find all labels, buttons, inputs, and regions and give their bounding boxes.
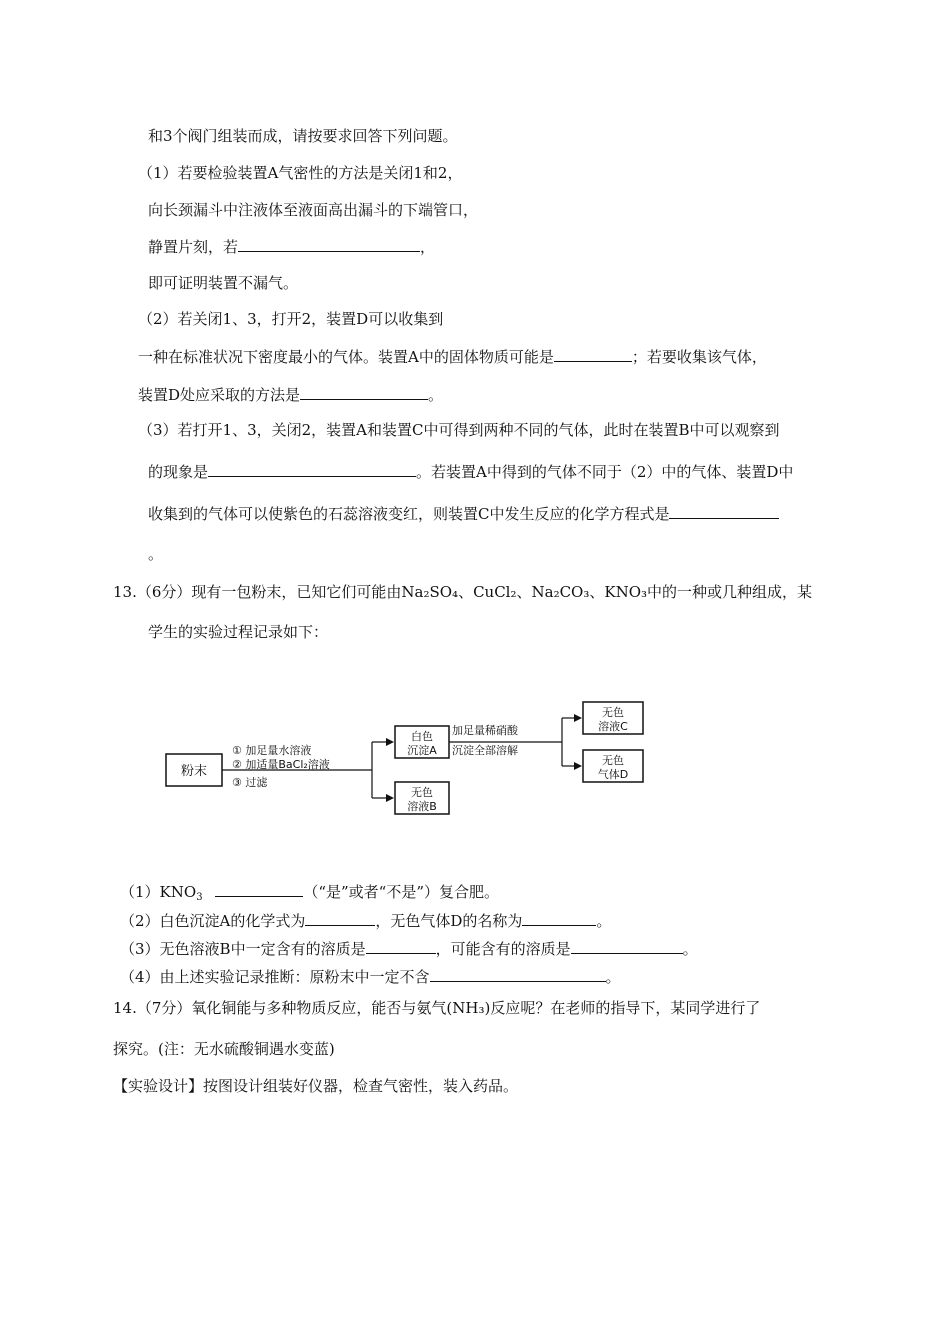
answer-blank[interactable] [430, 966, 606, 982]
precipitate-a-line2: 沉淀A [407, 744, 437, 757]
q12-part2-suffix: ；若要收集该气体， [631, 348, 767, 366]
step2-label: ② 加适量BaCl₂溶液 [232, 758, 330, 771]
answer-blank[interactable] [215, 881, 303, 897]
step3-label: ③ 过滤 [232, 776, 268, 789]
gas-d-line2: 气体D [597, 768, 629, 781]
answer-blank[interactable] [305, 910, 375, 926]
solution-c-line1: 无色 [602, 706, 624, 719]
q12-part3-prefix: 的现象是 [148, 463, 209, 481]
answer-blank[interactable] [554, 346, 632, 362]
q13-sub3-prefix: （3）无色溶液B中一定含有的溶质是 [120, 940, 366, 958]
q14-design: 【实验设计】按图设计组装好仪器，检查气密性，装入药品。 [113, 1077, 519, 1095]
q12-part3-end: 。 [148, 545, 164, 563]
q12-part2-suffix2: 。 [428, 386, 444, 404]
q12-part2-line1: （2）若关闭1、3，打开2，装置D可以收集到 [138, 310, 444, 328]
acid-step-line2: 沉淀全部溶解 [452, 744, 518, 757]
answer-blank[interactable] [669, 503, 779, 519]
q14-heading [113, 998, 760, 1018]
answer-blank[interactable] [366, 938, 436, 954]
q12-part2-prefix2: 装置D处应采取的方法是 [138, 386, 301, 404]
answer-blank[interactable] [208, 461, 416, 477]
q13-sub2-mid: ，无色气体D的名称为 [375, 912, 523, 930]
q12-part3-line1: （3）若打开1、3，关闭2，装置A和装置C中可得到两种不同的气体，此时在装置B中可以观察到 [138, 421, 780, 439]
q14-heading-line2: 探究。(注：无水硫酸铜遇水变蓝) [113, 1040, 335, 1058]
solution-c-line2: 溶液C [598, 720, 628, 733]
q13-sub1 [120, 881, 499, 908]
q13-number: 13. [113, 583, 137, 601]
q12-part1-line1: （1）若要检验装置A气密性的方法是关闭1和2， [138, 164, 463, 182]
q13-sub1-subscript: 3 [196, 892, 203, 903]
q12-part2-line2 [138, 346, 767, 367]
q12-part3-text: 收集到的气体可以使紫色的石蕊溶液变红，则装置C中发生反应的化学方程式是 [148, 505, 670, 523]
solution-b-line1: 无色 [411, 786, 433, 799]
q13-sub2-prefix: （2）白色沉淀A的化学式为 [120, 912, 306, 930]
step1-label: ① 加足量水溶液 [232, 744, 312, 757]
arrow-head-icon [574, 714, 582, 722]
q13-sub2 [120, 910, 611, 931]
q13-sub2-suffix: 。 [596, 912, 612, 930]
q14-text: （7分）氧化铜能与多种物质反应，能否与氨气(NH₃)反应呢？在老师的指导下，某同学进行了 [136, 999, 761, 1017]
q13-sub1-suffix: （“是”或者“不是”）复合肥。 [303, 883, 500, 901]
gas-d-line1: 无色 [602, 754, 624, 767]
answer-blank[interactable] [300, 384, 428, 400]
powder-label: 粉末 [180, 764, 208, 779]
arrow-head-icon [574, 762, 582, 770]
acid-step-line1: 加足量稀硝酸 [452, 724, 518, 737]
solution-b-line2: 溶液B [407, 800, 437, 813]
q12-part1-prefix: 静置片刻，若 [148, 238, 239, 256]
q13-sub3-suffix: 。 [682, 940, 698, 958]
answer-blank[interactable] [571, 938, 683, 954]
q12-part3-line3 [148, 503, 779, 524]
q12-part1-line4: 即可证明装置不漏气。 [148, 274, 299, 292]
q13-sub4-suffix: 。 [605, 968, 621, 986]
answer-blank[interactable] [238, 236, 420, 252]
experiment-flowchart [160, 690, 660, 820]
q13-sub3 [120, 938, 698, 959]
q12-intro-tail: 和3个阀门组装而成，请按要求回答下列问题。 [148, 127, 458, 145]
q13-sub4-prefix: （4）由上述实验记录推断：原粉末中一定不含 [120, 968, 430, 986]
precipitate-a-line1: 白色 [411, 730, 433, 743]
q13-text: （6分）现有一包粉末，已知它们可能由Na₂SO₄、CuCl₂、Na₂CO₃、KNO₃中的一种或几种组成，某 [136, 583, 813, 601]
arrow-head-icon [386, 794, 394, 802]
q13-sub4 [120, 966, 621, 987]
q13-sub3-mid: ，可能含有的溶质是 [435, 940, 571, 958]
q14-number: 14. [113, 999, 137, 1017]
q13-sub1-prefix: （1）KNO [120, 883, 197, 901]
q13-heading-line2: 学生的实验过程记录如下： [148, 623, 329, 641]
q13-heading [113, 582, 812, 602]
answer-blank[interactable] [522, 910, 596, 926]
q12-part2-line3 [138, 384, 443, 405]
q12-part2-prefix: 一种在标准状况下密度最小的气体。装置A中的固体物质可能是 [138, 348, 554, 366]
q12-part1-line3 [148, 236, 435, 257]
q12-part1-line2: 向长颈漏斗中注液体至液面高出漏斗的下端管口， [148, 201, 479, 219]
q12-part3-line2 [148, 461, 793, 482]
q12-part3-suffix: 。若装置A中得到的气体不同于（2）中的气体、装置D中 [416, 463, 794, 481]
q12-part1-suffix: ， [420, 238, 436, 256]
arrow-head-icon [386, 738, 394, 746]
